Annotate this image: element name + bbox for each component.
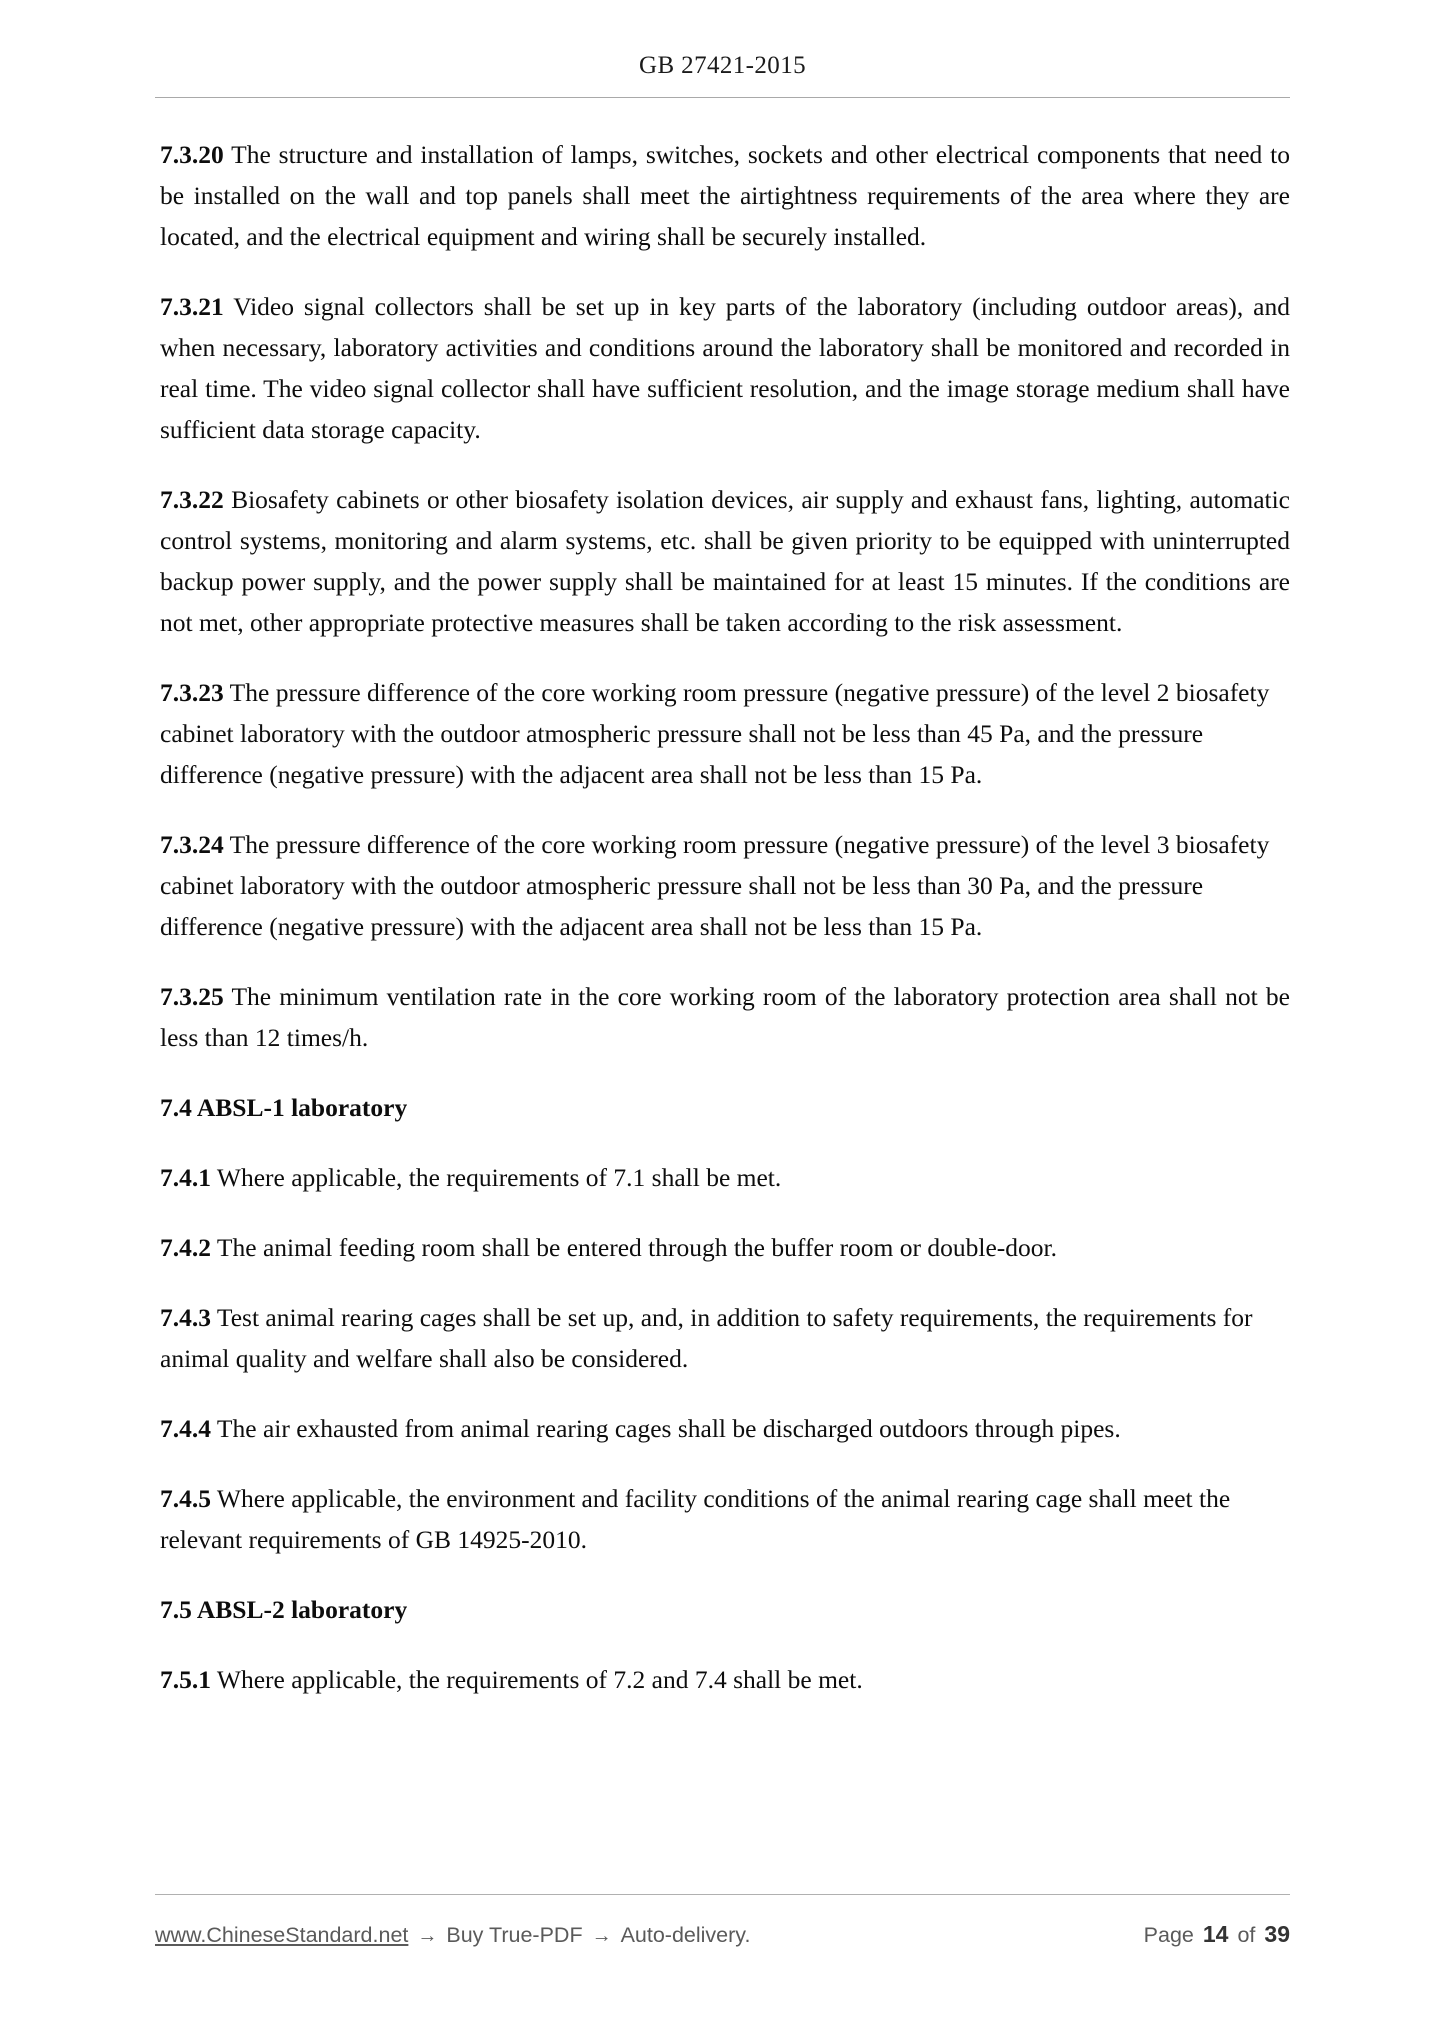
clause-number: 7.3.21: [160, 292, 224, 321]
section-heading-74: 7.4 ABSL-1 laboratory: [160, 1093, 408, 1122]
total-page-count: 39: [1264, 1921, 1290, 1947]
clause-paragraph: [160, 672, 1290, 795]
clause-text: Where applicable, the requirements of 7.1 shall be met.: [216, 1163, 782, 1192]
clause-paragraph: [160, 1659, 1290, 1700]
clause-text: Where applicable, the requirements of 7.2 and 7.4 shall be met.: [216, 1665, 863, 1694]
clause-number: 7.5.1: [160, 1665, 211, 1694]
clause-text: The pressure difference of the core working room pressure (negative pressure) of the level 3 biosafety cabinet laboratory with the outdoor atmospheric pressure shall not be less than 30 Pa, and the pressure difference (negative pressure) with the adjacent area shall not be less than 15 Pa.: [160, 830, 1270, 941]
footer-promo: [155, 1923, 750, 1948]
footer-delivery-label: Auto-delivery.: [620, 1923, 751, 1947]
clause-number: 7.3.23: [160, 678, 224, 707]
footer-buy-label: Buy True-PDF: [446, 1923, 583, 1947]
clause-number: 7.4.3: [160, 1303, 211, 1332]
clause-paragraph: [160, 824, 1290, 947]
clause-paragraph: [160, 1408, 1290, 1449]
clause-number: 7.4.5: [160, 1484, 211, 1513]
section-heading-75: 7.5 ABSL-2 laboratory: [160, 1595, 408, 1624]
clause-text: Biosafety cabinets or other biosafety isolation devices, air supply and exhaust fans, lighting, automatic control systems, monitoring and alarm systems, etc. shall be given priority to be equipped with uninterrupted backup power supply, and the power supply shall be maintained for at least 15 minutes. If the conditions are not met, other appropriate protective measures shall be taken according to the risk assessment.: [160, 485, 1290, 637]
page-footer: [0, 1894, 1445, 2044]
standard-code-header: GB 27421-2015: [638, 52, 806, 79]
page-indicator: [1144, 1921, 1290, 1948]
clause-paragraph: [160, 1227, 1290, 1268]
arrow-right-icon: →: [591, 1925, 612, 1947]
clause-number: 7.3.24: [160, 830, 224, 859]
clause-paragraph: [160, 1157, 1290, 1198]
clause-paragraph: [160, 1297, 1290, 1379]
clause-paragraph: [160, 479, 1290, 643]
document-body: [160, 98, 1290, 1700]
clause-number: 7.4.1: [160, 1163, 211, 1192]
clause-text: Video signal collectors shall be set up in key parts of the laboratory (including outdoor areas), and when necessary, laboratory activities and conditions around the laboratory shall be monitored and recorded in real time. The video signal collector shall have sufficient resolution, and the image storage medium shall have sufficient data storage capacity.: [160, 292, 1290, 444]
clause-text: The pressure difference of the core working room pressure (negative pressure) of the level 2 biosafety cabinet laboratory with the outdoor atmospheric pressure shall not be less than 45 Pa, and the pressure difference (negative pressure) with the adjacent area shall not be less than 15 Pa.: [160, 678, 1270, 789]
clause-text: The minimum ventilation rate in the core working room of the laboratory protection area shall not be less than 12 times/h.: [160, 982, 1290, 1052]
clause-text: Where applicable, the environment and facility conditions of the animal rearing cage shall meet the relevant requirements of GB 14925-2010.: [160, 1484, 1231, 1554]
clause-text: The animal feeding room shall be entered through the buffer room or double-door.: [216, 1233, 1057, 1262]
clause-number: 7.3.20: [160, 140, 224, 169]
clause-number: 7.4.2: [160, 1233, 211, 1262]
clause-text: Test animal rearing cages shall be set up, and, in addition to safety requirements, the requirements for animal quality and welfare shall also be considered.: [160, 1303, 1253, 1373]
clause-number: 7.3.25: [160, 982, 224, 1011]
clause-text: The structure and installation of lamps, switches, sockets and other electrical components that need to be installed on the wall and top panels shall meet the airtightness requirements of the area where they are located, and the electrical equipment and wiring shall be securely installed.: [160, 140, 1290, 251]
clause-number: 7.4.4: [160, 1414, 211, 1443]
footer-website-link[interactable]: www.ChineseStandard.net: [155, 1923, 409, 1947]
clause-text: The air exhausted from animal rearing cages shall be discharged outdoors through pipes.: [216, 1414, 1121, 1443]
clause-paragraph: [160, 134, 1290, 257]
page-label: Page: [1143, 1923, 1194, 1947]
current-page-number: 14: [1202, 1921, 1229, 1947]
clause-paragraph: [160, 976, 1290, 1058]
clause-paragraph: [160, 286, 1290, 450]
clause-number: 7.3.22: [160, 485, 224, 514]
arrow-right-icon: →: [417, 1925, 438, 1947]
page-header: [0, 0, 1445, 98]
clause-paragraph: [160, 1478, 1290, 1560]
of-label: of: [1237, 1923, 1256, 1947]
